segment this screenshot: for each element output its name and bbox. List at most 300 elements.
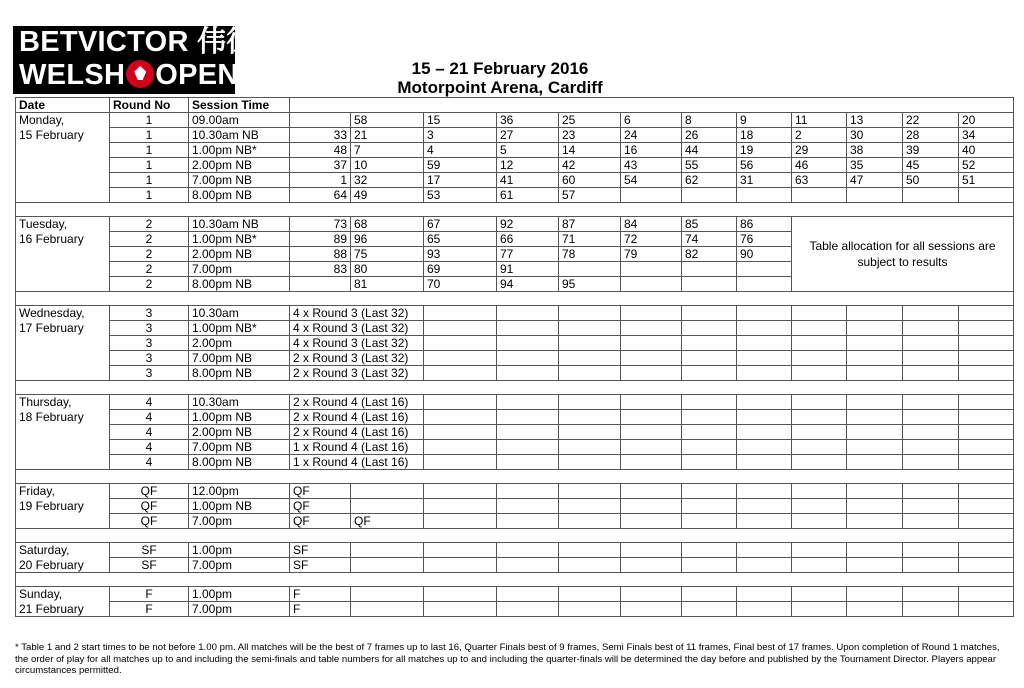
table-row <box>16 366 1014 381</box>
table-cell <box>559 306 621 321</box>
table-cell <box>559 455 621 470</box>
table-row <box>16 306 1014 321</box>
date-cell: Tuesday, <box>16 217 110 232</box>
table-cell: 20 <box>959 113 1014 128</box>
session-time-cell: 7.00pm <box>189 262 290 277</box>
table-cell <box>351 484 424 499</box>
table-header-row <box>16 98 1014 113</box>
session-time-cell: 09.00am <box>189 113 290 128</box>
table-cell <box>737 262 792 277</box>
table-row <box>16 188 1014 203</box>
date-cell: 18 February <box>16 410 110 425</box>
table-cell <box>621 321 682 336</box>
table-cell <box>792 602 847 617</box>
table-row <box>16 217 1014 232</box>
table-cell <box>847 455 903 470</box>
session-time-cell: 7.00pm NB <box>189 351 290 366</box>
logo-open: OPEN <box>155 59 239 91</box>
table-cell: 37 <box>290 158 351 173</box>
table-row <box>16 351 1014 366</box>
date-cell: 17 February <box>16 321 110 336</box>
table-cell <box>737 558 792 573</box>
session-time-cell: 12.00pm <box>189 484 290 499</box>
table-cell: 68 <box>351 217 424 232</box>
table-cell <box>497 410 559 425</box>
table-cell <box>497 306 559 321</box>
table-cell <box>737 351 792 366</box>
table-cell <box>559 262 621 277</box>
table-cell <box>792 366 847 381</box>
table-cell <box>497 587 559 602</box>
table-cell: 53 <box>424 188 497 203</box>
session-time-cell: 10.30am <box>189 395 290 410</box>
table-cell <box>424 366 497 381</box>
logo-bet: BET <box>19 26 78 58</box>
table-row <box>16 587 1014 602</box>
table-cell: 48 <box>290 143 351 158</box>
table-cell: 29 <box>792 143 847 158</box>
table-cell: 64 <box>290 188 351 203</box>
table-cell: 12 <box>497 158 559 173</box>
table-cell <box>682 336 737 351</box>
table-cell <box>682 499 737 514</box>
session-time-cell: 1.00pm NB <box>189 499 290 514</box>
table-cell: 69 <box>424 262 497 277</box>
table-cell: 67 <box>424 217 497 232</box>
table-cell: 30 <box>847 128 903 143</box>
date-cell <box>16 514 110 529</box>
session-time-cell: 2.00pm NB <box>189 247 290 262</box>
table-cell <box>737 499 792 514</box>
round-cell: 1 <box>110 188 189 203</box>
table-cell <box>682 321 737 336</box>
session-time-cell: 1.00pm NB <box>189 410 290 425</box>
table-cell <box>959 425 1014 440</box>
table-cell <box>959 336 1014 351</box>
table-cell <box>959 499 1014 514</box>
table-row <box>16 543 1014 558</box>
table-cell <box>497 602 559 617</box>
date-cell: 21 February <box>16 602 110 617</box>
table-cell: 43 <box>621 158 682 173</box>
table-cell <box>737 336 792 351</box>
logo-victor: VICTOR <box>77 26 189 58</box>
table-cell <box>903 499 959 514</box>
session-time-cell: 7.00pm <box>189 558 290 573</box>
table-cell <box>792 188 847 203</box>
table-cell <box>621 306 682 321</box>
table-cell <box>621 351 682 366</box>
table-row <box>16 484 1014 499</box>
table-cell <box>621 188 682 203</box>
table-cell <box>497 366 559 381</box>
table-cell <box>847 587 903 602</box>
table-cell <box>424 499 497 514</box>
table-cell <box>559 499 621 514</box>
table-cell: 83 <box>290 262 351 277</box>
table-row <box>16 321 1014 336</box>
table-cell <box>903 514 959 529</box>
table-cell <box>682 395 737 410</box>
round-cell: 2 <box>110 232 189 247</box>
date-cell <box>16 188 110 203</box>
table-cell <box>682 587 737 602</box>
table-cell <box>847 543 903 558</box>
table-cell <box>497 425 559 440</box>
table-cell <box>497 499 559 514</box>
table-cell <box>621 336 682 351</box>
table-cell: 51 <box>959 173 1014 188</box>
table-cell: 54 <box>621 173 682 188</box>
table-cell: F <box>290 602 351 617</box>
table-cell: 9 <box>737 113 792 128</box>
event-dates: 15 – 21 February 2016 <box>411 59 589 78</box>
table-cell <box>497 484 559 499</box>
table-row <box>16 143 1014 158</box>
table-cell <box>847 366 903 381</box>
matches-cell: 4 x Round 3 (Last 32) <box>290 321 424 336</box>
table-cell <box>497 558 559 573</box>
table-cell: 96 <box>351 232 424 247</box>
table-cell: 81 <box>351 277 424 292</box>
table-cell <box>959 587 1014 602</box>
table-cell: 39 <box>903 143 959 158</box>
date-cell <box>16 247 110 262</box>
table-cell <box>559 321 621 336</box>
table-cell: QF <box>290 484 351 499</box>
date-cell <box>16 158 110 173</box>
table-cell: 57 <box>559 188 621 203</box>
table-cell <box>424 558 497 573</box>
table-cell <box>424 440 497 455</box>
table-cell: 41 <box>497 173 559 188</box>
table-cell <box>682 188 737 203</box>
table-cell <box>424 321 497 336</box>
table-cell <box>351 587 424 602</box>
table-cell <box>682 425 737 440</box>
table-cell <box>424 455 497 470</box>
table-cell: 65 <box>424 232 497 247</box>
table-cell: 77 <box>497 247 559 262</box>
date-cell: Thursday, <box>16 395 110 410</box>
round-cell: QF <box>110 484 189 499</box>
table-cell <box>497 395 559 410</box>
table-cell <box>792 484 847 499</box>
table-cell <box>847 514 903 529</box>
table-cell <box>959 410 1014 425</box>
table-cell <box>792 351 847 366</box>
table-cell <box>903 558 959 573</box>
results-note: Table allocation for all sessions are subject to results <box>792 217 1014 292</box>
table-cell: 63 <box>792 173 847 188</box>
table-cell <box>792 410 847 425</box>
matches-cell: 2 x Round 3 (Last 32) <box>290 366 424 381</box>
table-cell <box>682 262 737 277</box>
table-cell <box>737 395 792 410</box>
table-cell <box>792 395 847 410</box>
table-cell <box>621 514 682 529</box>
table-cell <box>351 499 424 514</box>
page-title <box>360 59 640 97</box>
table-cell: SF <box>290 558 351 573</box>
spacer-row <box>16 381 1014 395</box>
table-cell: 15 <box>424 113 497 128</box>
column-header: Session Time <box>189 98 290 113</box>
table-cell <box>792 321 847 336</box>
table-cell: 42 <box>559 158 621 173</box>
round-cell: F <box>110 587 189 602</box>
table-cell <box>903 410 959 425</box>
table-cell: 40 <box>959 143 1014 158</box>
table-cell <box>847 425 903 440</box>
table-cell: 36 <box>497 113 559 128</box>
table-cell <box>903 440 959 455</box>
session-time-cell: 2.00pm <box>189 336 290 351</box>
table-cell <box>351 543 424 558</box>
table-cell <box>737 514 792 529</box>
table-cell: 62 <box>682 173 737 188</box>
table-cell <box>621 587 682 602</box>
table-cell: 32 <box>351 173 424 188</box>
table-cell <box>959 455 1014 470</box>
table-cell <box>682 410 737 425</box>
table-cell: 87 <box>559 217 621 232</box>
table-row <box>16 440 1014 455</box>
round-cell: 2 <box>110 217 189 232</box>
table-cell <box>903 484 959 499</box>
session-time-cell: 7.00pm <box>189 602 290 617</box>
table-row <box>16 128 1014 143</box>
round-cell: 1 <box>110 113 189 128</box>
table-cell: 6 <box>621 113 682 128</box>
table-cell <box>959 543 1014 558</box>
date-cell: 15 February <box>16 128 110 143</box>
table-cell: 31 <box>737 173 792 188</box>
table-cell <box>847 499 903 514</box>
table-cell <box>847 484 903 499</box>
table-cell <box>792 558 847 573</box>
session-time-cell: 7.00pm <box>189 514 290 529</box>
table-cell <box>424 336 497 351</box>
table-cell <box>792 306 847 321</box>
table-cell: SF <box>290 543 351 558</box>
round-cell: 1 <box>110 158 189 173</box>
table-row <box>16 455 1014 470</box>
table-row <box>16 173 1014 188</box>
matches-cell: 1 x Round 4 (Last 16) <box>290 455 424 470</box>
table-cell: 70 <box>424 277 497 292</box>
table-cell: 1 <box>290 173 351 188</box>
table-cell <box>621 499 682 514</box>
table-cell <box>737 410 792 425</box>
date-cell <box>16 173 110 188</box>
round-cell: QF <box>110 514 189 529</box>
table-cell <box>847 440 903 455</box>
table-cell <box>737 425 792 440</box>
table-cell <box>621 602 682 617</box>
session-time-cell: 7.00pm NB <box>189 440 290 455</box>
table-cell: 5 <box>497 143 559 158</box>
table-cell: 50 <box>903 173 959 188</box>
date-cell <box>16 425 110 440</box>
table-cell <box>424 602 497 617</box>
table-cell <box>424 587 497 602</box>
table-cell <box>737 440 792 455</box>
table-row <box>16 158 1014 173</box>
table-cell <box>424 514 497 529</box>
table-cell <box>290 277 351 292</box>
table-cell: 33 <box>290 128 351 143</box>
session-time-cell: 1.00pm <box>189 587 290 602</box>
spacer-cell <box>16 529 1014 543</box>
matches-cell: 2 x Round 3 (Last 32) <box>290 351 424 366</box>
table-cell <box>621 425 682 440</box>
table-cell <box>959 558 1014 573</box>
matches-cell: 4 x Round 3 (Last 32) <box>290 306 424 321</box>
table-cell <box>424 306 497 321</box>
date-cell <box>16 366 110 381</box>
table-cell: 85 <box>682 217 737 232</box>
table-cell <box>792 587 847 602</box>
table-cell: 34 <box>959 128 1014 143</box>
table-cell <box>424 543 497 558</box>
table-cell <box>903 351 959 366</box>
date-cell <box>16 143 110 158</box>
spacer-row <box>16 470 1014 484</box>
table-cell <box>903 188 959 203</box>
table-cell <box>737 306 792 321</box>
table-cell <box>903 306 959 321</box>
table-cell: 71 <box>559 232 621 247</box>
table-cell <box>903 602 959 617</box>
table-cell: 91 <box>497 262 559 277</box>
table-cell <box>559 587 621 602</box>
table-cell: 76 <box>737 232 792 247</box>
table-cell <box>559 440 621 455</box>
round-cell: QF <box>110 499 189 514</box>
table-cell: 66 <box>497 232 559 247</box>
table-cell <box>959 602 1014 617</box>
table-row <box>16 514 1014 529</box>
table-cell <box>903 425 959 440</box>
table-cell <box>621 484 682 499</box>
round-cell: 3 <box>110 306 189 321</box>
table-cell: 80 <box>351 262 424 277</box>
logo-welsh: WELSH <box>19 59 126 91</box>
table-cell: 73 <box>290 217 351 232</box>
table-cell: F <box>290 587 351 602</box>
column-header: Round No <box>110 98 189 113</box>
table-cell: 26 <box>682 128 737 143</box>
table-cell <box>903 321 959 336</box>
event-venue: Motorpoint Arena, Cardiff <box>397 78 603 97</box>
table-cell <box>737 455 792 470</box>
date-cell: Monday, <box>16 113 110 128</box>
table-cell <box>737 602 792 617</box>
table-cell: 4 <box>424 143 497 158</box>
table-cell <box>290 113 351 128</box>
round-cell: 3 <box>110 336 189 351</box>
logo-line-1 <box>19 26 256 58</box>
table-cell <box>959 351 1014 366</box>
table-row <box>16 336 1014 351</box>
spacer-cell <box>16 292 1014 306</box>
table-cell <box>737 188 792 203</box>
table-cell <box>792 440 847 455</box>
schedule-table <box>15 97 1014 617</box>
table-cell: 58 <box>351 113 424 128</box>
table-cell: 11 <box>792 113 847 128</box>
table-cell: 93 <box>424 247 497 262</box>
table-cell: 16 <box>621 143 682 158</box>
matches-cell: 2 x Round 4 (Last 16) <box>290 410 424 425</box>
table-cell <box>792 543 847 558</box>
table-cell: 86 <box>737 217 792 232</box>
date-cell <box>16 351 110 366</box>
table-cell: 21 <box>351 128 424 143</box>
session-time-cell: 10.30am <box>189 306 290 321</box>
date-cell <box>16 277 110 292</box>
table-cell <box>497 440 559 455</box>
table-cell: 38 <box>847 143 903 158</box>
logo-line-2 <box>19 59 239 91</box>
table-cell: 7 <box>351 143 424 158</box>
table-cell: 61 <box>497 188 559 203</box>
table-row <box>16 425 1014 440</box>
table-cell: 44 <box>682 143 737 158</box>
table-cell <box>424 395 497 410</box>
table-cell: 55 <box>682 158 737 173</box>
date-cell <box>16 262 110 277</box>
table-cell <box>682 484 737 499</box>
table-cell: 19 <box>737 143 792 158</box>
spacer-row <box>16 203 1014 217</box>
table-cell <box>559 410 621 425</box>
table-cell <box>682 351 737 366</box>
table-row <box>16 602 1014 617</box>
table-cell <box>959 440 1014 455</box>
table-cell: 88 <box>290 247 351 262</box>
session-time-cell: 1.00pm NB* <box>189 321 290 336</box>
table-cell <box>792 425 847 440</box>
table-cell <box>737 321 792 336</box>
spacer-cell <box>16 573 1014 587</box>
date-cell <box>16 336 110 351</box>
table-cell: 24 <box>621 128 682 143</box>
matches-cell: 2 x Round 4 (Last 16) <box>290 425 424 440</box>
table-cell: 3 <box>424 128 497 143</box>
table-cell <box>497 543 559 558</box>
round-cell: SF <box>110 558 189 573</box>
round-cell: 4 <box>110 410 189 425</box>
table-cell <box>847 351 903 366</box>
date-cell: Friday, <box>16 484 110 499</box>
table-cell <box>847 558 903 573</box>
table-cell <box>559 543 621 558</box>
table-cell: 56 <box>737 158 792 173</box>
table-cell <box>351 558 424 573</box>
table-cell <box>847 336 903 351</box>
table-cell: 35 <box>847 158 903 173</box>
table-cell: 82 <box>682 247 737 262</box>
date-cell <box>16 455 110 470</box>
table-cell <box>559 425 621 440</box>
table-cell <box>903 587 959 602</box>
table-cell: 45 <box>903 158 959 173</box>
table-cell <box>847 602 903 617</box>
table-cell: 25 <box>559 113 621 128</box>
brand-logo <box>13 26 256 94</box>
